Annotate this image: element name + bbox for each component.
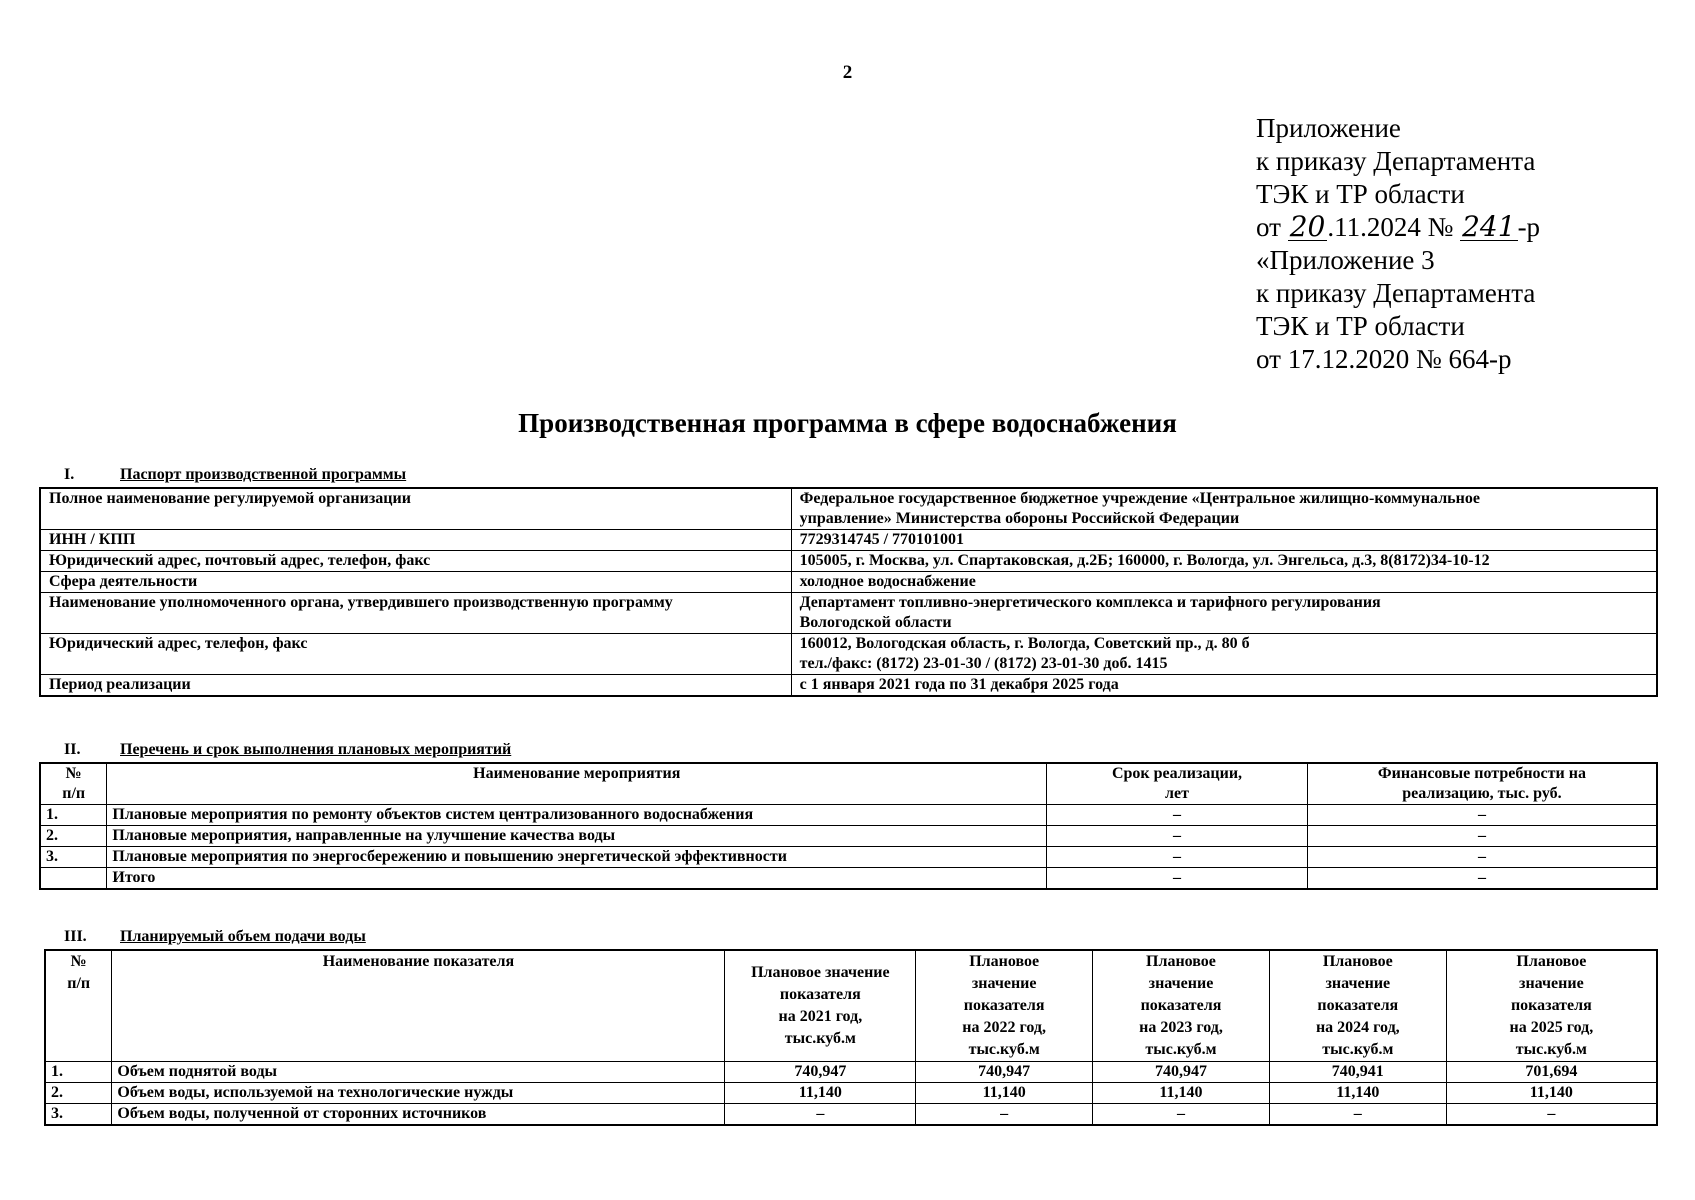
table-header-row [40,763,1657,805]
row-name: Плановые мероприятия по энергосбережению и повышению энергетической эффективности [107,847,1047,868]
row-num: 1. [45,1062,112,1083]
table-row [40,551,1657,572]
row-value-2024: 11,140 [1269,1083,1446,1104]
passport-table [39,487,1658,697]
row-finance: – [1307,868,1657,890]
row-value-2022: – [916,1104,1093,1126]
passport-label: Полное наименование регулируемой организации [40,488,791,530]
passport-value: с 1 января 2021 года по 31 декабря 2025 года [791,675,1657,697]
row-value-2021: 740,947 [725,1062,916,1083]
header-line: № [70,953,87,970]
row-value-2023: 11,140 [1093,1083,1270,1104]
row-name: Объем поднятой воды [112,1062,725,1083]
annex-prefix: от [1256,212,1288,242]
header-line: показателя [963,997,1045,1014]
passport-value: холодное водоснабжение [791,572,1657,593]
header-name: Наименование показателя [112,950,725,1062]
row-num: 2. [45,1083,112,1104]
row-term: – [1047,826,1308,847]
value-line: Федеральное государственное бюджетное учреждение «Центральное жилищно-коммунальное [799,490,1480,507]
passport-label: Период реализации [40,675,791,697]
header-line: № [65,765,82,782]
header-2024 [1269,950,1446,1062]
annex-line: ТЭК и ТР области [1256,311,1465,341]
header-line: тыс.куб.м [1322,1041,1394,1058]
passport-label: Сфера деятельности [40,572,791,593]
row-finance: – [1307,847,1657,868]
header-term [1047,763,1308,805]
row-finance: – [1307,826,1657,847]
header-line: п/п [67,975,91,992]
value-line: Вологодской области [799,614,952,631]
table-row [40,826,1657,847]
passport-label: Наименование уполномоченного органа, утвердившего производственную программу [40,593,791,634]
value-line: 160012, Вологодская область, г. Вологда, Советский пр., д. 80 б [799,635,1250,652]
passport-label: Юридический адрес, телефон, факс [40,634,791,675]
row-value-2023: – [1093,1104,1270,1126]
annex-block [1256,112,1540,376]
handwritten-day: 20 [1289,210,1326,243]
row-finance: – [1307,805,1657,826]
header-line: значение [1519,975,1584,992]
table-row [40,847,1657,868]
table-row [40,675,1657,697]
section-number: II. [64,741,81,758]
page-number: 2 [842,62,853,83]
header-num [40,763,107,805]
header-line: Плановое [1146,953,1216,970]
header-line: лет [1165,785,1189,802]
table-row [40,530,1657,551]
row-value-2025: – [1446,1104,1657,1126]
header-line: показателя [1317,997,1399,1014]
row-value-2021: 11,140 [725,1083,916,1104]
header-2021 [725,950,916,1062]
row-value-2024: – [1269,1104,1446,1126]
row-num: 1. [40,805,107,826]
annex-line: к приказу Департамента [1256,278,1536,308]
value-line: управление» Министерства обороны Российской Федерации [799,510,1240,527]
passport-value [791,593,1657,634]
header-line: на 2022 год, [962,1019,1046,1036]
row-name: Итого [107,868,1047,890]
table-row-total [40,868,1657,890]
table-row [45,1104,1657,1126]
passport-value [791,488,1657,530]
section-number: I. [64,466,75,483]
passport-label: ИНН / КПП [40,530,791,551]
header-line: Плановое [969,953,1040,970]
header-line: на 2021 год, [778,1008,863,1025]
header-line: тыс.куб.м [1515,1041,1587,1058]
annex-order-line [1256,211,1540,244]
header-line: Плановое [1516,953,1587,970]
section-title: Паспорт производственной программы [120,466,407,483]
header-line: на 2025 год, [1509,1019,1594,1036]
passport-label: Юридический адрес, почтовый адрес, телефон, факс [40,551,791,572]
annex-line: от 17.12.2020 № 664-р [1256,344,1512,374]
row-name: Объем воды, используемой на технологические нужды [112,1083,725,1104]
header-line: значение [1148,975,1214,992]
value-line: Департамент топливно-энергетического комплекса и тарифного регулирования [799,594,1381,611]
header-name: Наименование мероприятия [107,763,1047,805]
header-line: значение [971,975,1037,992]
value-line: тел./факс: (8172) 23-01-30 / (8172) 23-01-30 доб. 1415 [799,655,1168,672]
header-line: значение [1325,975,1391,992]
header-line: п/п [62,785,86,802]
section-2-heading [64,741,511,759]
header-line: показателя [1140,997,1222,1014]
table-row [40,593,1657,634]
table-row [40,805,1657,826]
header-line: Плановое значение [751,964,890,981]
row-num: 3. [40,847,107,868]
annex-line: к приказу Департамента [1256,146,1536,176]
table-row [45,1062,1657,1083]
row-num: 3. [45,1104,112,1126]
header-line: показателя [779,986,861,1003]
row-value-2025: 11,140 [1446,1083,1657,1104]
table-row [45,1083,1657,1104]
annex-line: «Приложение 3 [1256,245,1435,275]
annex-line: Приложение [1256,113,1401,143]
row-name: Объем воды, полученной от сторонних источников [112,1104,725,1126]
row-value-2025: 701,694 [1446,1062,1657,1083]
table-row [40,634,1657,675]
row-name: Плановые мероприятия, направленные на улучшение качества воды [107,826,1047,847]
header-line: Финансовые потребности на [1377,765,1586,782]
passport-value: 7729314745 / 770101001 [791,530,1657,551]
header-num [45,950,112,1062]
row-value-2022: 740,947 [916,1062,1093,1083]
header-2022 [916,950,1093,1062]
header-finance [1307,763,1657,805]
table-row [40,488,1657,530]
section-1-heading [64,466,406,484]
water-supply-table [44,949,1658,1126]
row-name: Плановые мероприятия по ремонту объектов систем централизованного водоснабжения [107,805,1047,826]
table-header-row [45,950,1657,1062]
passport-value: 105005, г. Москва, ул. Спартаковская, д.2Б; 160000, г. Вологда, ул. Энгельса, д.3, 8(8172)34-10-12 [791,551,1657,572]
row-value-2022: 11,140 [916,1083,1093,1104]
section-title: Планируемый объем подачи воды [120,928,366,945]
row-num [40,868,107,890]
row-value-2021: – [725,1104,916,1126]
header-line: Плановое [1322,953,1393,970]
header-line: на 2023 год, [1139,1019,1223,1036]
row-term: – [1047,805,1308,826]
header-line: на 2024 год, [1315,1019,1400,1036]
measures-table [39,762,1658,890]
passport-value [791,634,1657,675]
row-term: – [1047,868,1308,890]
section-title: Перечень и срок выполнения плановых мероприятий [120,741,512,758]
row-value-2023: 740,947 [1093,1062,1270,1083]
header-2025 [1446,950,1657,1062]
handwritten-number: 241 [1462,210,1516,243]
row-num: 2. [40,826,107,847]
table-row [40,572,1657,593]
annex-line: ТЭК и ТР области [1256,179,1465,209]
annex-mid: .11.2024 № [1327,212,1461,242]
header-line: тыс.куб.м [1145,1041,1217,1058]
header-2023 [1093,950,1270,1062]
row-term: – [1047,847,1308,868]
header-line: Срок реализации, [1111,765,1243,782]
header-line: реализацию, тыс. руб. [1402,785,1562,802]
header-line: тыс.куб.м [784,1030,856,1047]
annex-suffix: -р [1517,212,1541,242]
section-number: III. [64,928,87,945]
header-line: тыс.куб.м [968,1041,1040,1058]
row-value-2024: 740,941 [1269,1062,1446,1083]
document-title: Производственная программа в сфере водоснабжения [518,408,1177,438]
header-line: показателя [1510,997,1592,1014]
section-3-heading [64,928,366,946]
